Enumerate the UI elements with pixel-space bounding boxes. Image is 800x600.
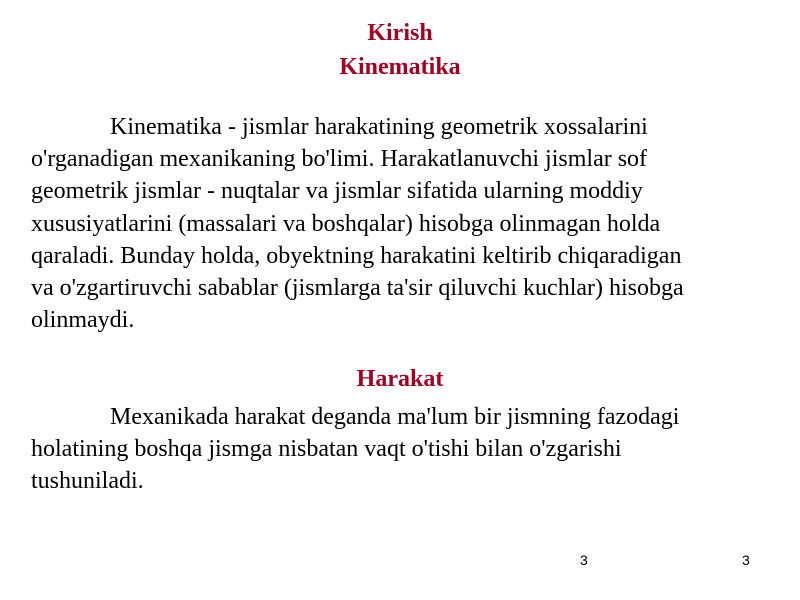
section-heading-harakat: Harakat bbox=[356, 366, 444, 392]
paragraph-line: o'rganadigan mexanikaning bo'limi. Harakatlanuvchi jismlar sof bbox=[31, 146, 648, 173]
page-number-right: 3 bbox=[742, 552, 750, 568]
page-number-left: 3 bbox=[580, 552, 588, 568]
paragraph-line: geometrik jismlar - nuqtalar va jismlar sifatida ularning moddiy bbox=[31, 178, 643, 205]
paragraph-line: xususiyatlarini (massalari va boshqalar) hisobga olinmagan holda bbox=[31, 210, 661, 237]
slide-title: Kirish bbox=[367, 20, 433, 46]
paragraph-line: Kinematika - jismlar harakatining geometrik xossalarini bbox=[110, 114, 648, 140]
paragraph-line: qaraladi. Bunday holda, obyektning harakatini keltirib chiqaradigan bbox=[31, 242, 682, 269]
slide-subtitle: Kinematika bbox=[339, 54, 461, 80]
paragraph-line: holatining boshqa jismga nisbatan vaqt o'tishi bilan o'zgarishi bbox=[31, 436, 622, 463]
kinematika-paragraph bbox=[31, 111, 771, 336]
paragraph-line: Mexanikada harakat deganda ma'lum bir jismning fazodagi bbox=[110, 404, 680, 430]
paragraph-line: olinmaydi. bbox=[31, 307, 135, 334]
harakat-paragraph bbox=[31, 401, 771, 498]
paragraph-line: tushuniladi. bbox=[31, 468, 144, 495]
paragraph-line: va o'zgartiruvchi sabablar (jismlarga ta'sir qiluvchi kuchlar) hisobga bbox=[31, 275, 684, 302]
